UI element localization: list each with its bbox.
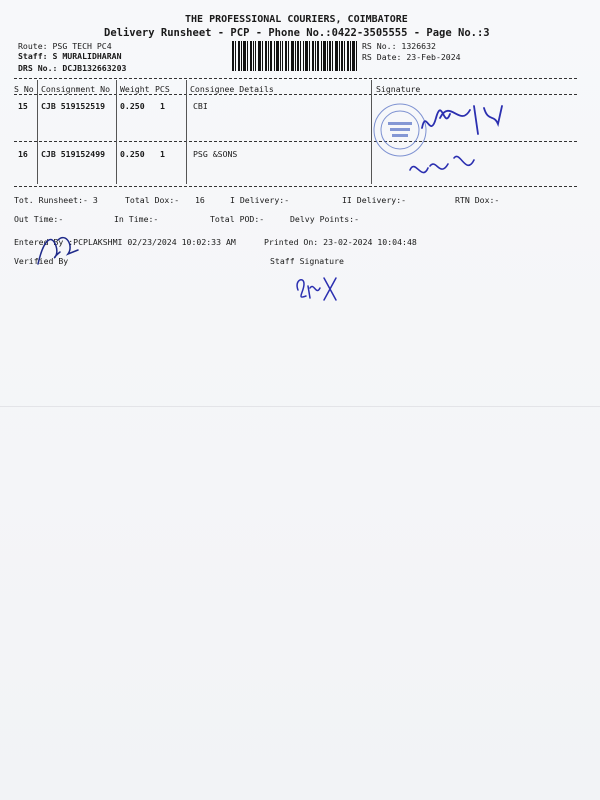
col-header-pcs: PCS	[155, 84, 170, 94]
row-consignee: PSG &SONS	[193, 149, 238, 159]
col-separator	[186, 80, 188, 184]
rtn-dox: RTN Dox:-	[455, 195, 500, 205]
delivery-points: Delvy Points:-	[290, 214, 360, 224]
row-sno: 15	[18, 101, 28, 111]
drs-label: DRS No.: DCJB132663203	[18, 63, 127, 73]
staff-signature-label: Staff Signature	[270, 256, 344, 266]
col-header-consignee: Consignee Details	[190, 84, 274, 94]
col-separator	[116, 80, 118, 184]
verified-by: Verified By	[14, 256, 69, 266]
col-header-weight: Weight	[120, 84, 150, 94]
total-pod: Total POD:-	[210, 214, 265, 224]
total-dox-label: Total Dox:-	[125, 195, 180, 205]
rs-date: RS Date: 23-Feb-2024	[362, 52, 461, 62]
company-title: THE PROFESSIONAL COURIERS, COIMBATORE	[185, 14, 408, 25]
row-weight: 0.250	[120, 149, 145, 159]
company-stamp	[370, 88, 530, 198]
barcode	[232, 41, 357, 71]
paper-fold	[0, 406, 600, 407]
total-runsheet: Tot. Runsheet:- 3	[14, 195, 98, 205]
route-label: Route: PSG TECH PC4	[18, 41, 112, 51]
out-time: Out Time:-	[14, 214, 64, 224]
staff-label: Staff: S MURALIDHARAN	[18, 51, 122, 61]
col-header-sno: S No	[14, 84, 34, 94]
col-header-consignment: Consignment No	[41, 84, 111, 94]
printed-on: Printed On: 23-02-2024 10:04:48	[264, 237, 417, 247]
i-delivery: I Delivery:-	[230, 195, 290, 205]
row-pcs: 1	[160, 101, 165, 111]
in-time: In Time:-	[114, 214, 159, 224]
col-separator	[37, 80, 39, 184]
entered-by: Entered By :PCPLAKSHMI 02/23/2024 10:02:33 AM	[14, 237, 236, 247]
verifier-signature	[30, 228, 90, 270]
row-consignment: CJB 519152519	[41, 101, 106, 111]
col-header-signature: Signature	[376, 84, 421, 94]
row-weight: 0.250	[120, 101, 145, 111]
ii-delivery: II Delivery:-	[342, 195, 407, 205]
runsheet-subtitle: Delivery Runsheet - PCP - Phone No.:0422-3505555 - Page No.:3	[104, 27, 490, 39]
table-top-rule	[14, 78, 577, 79]
total-dox-value: 16	[195, 195, 205, 205]
row-consignment: CJB 519152499	[41, 149, 106, 159]
row-sno: 16	[18, 149, 28, 159]
staff-signature	[292, 270, 342, 306]
row-consignee: CBI	[193, 101, 208, 111]
row-pcs: 1	[160, 149, 165, 159]
rs-number: RS No.: 1326632	[362, 41, 436, 51]
